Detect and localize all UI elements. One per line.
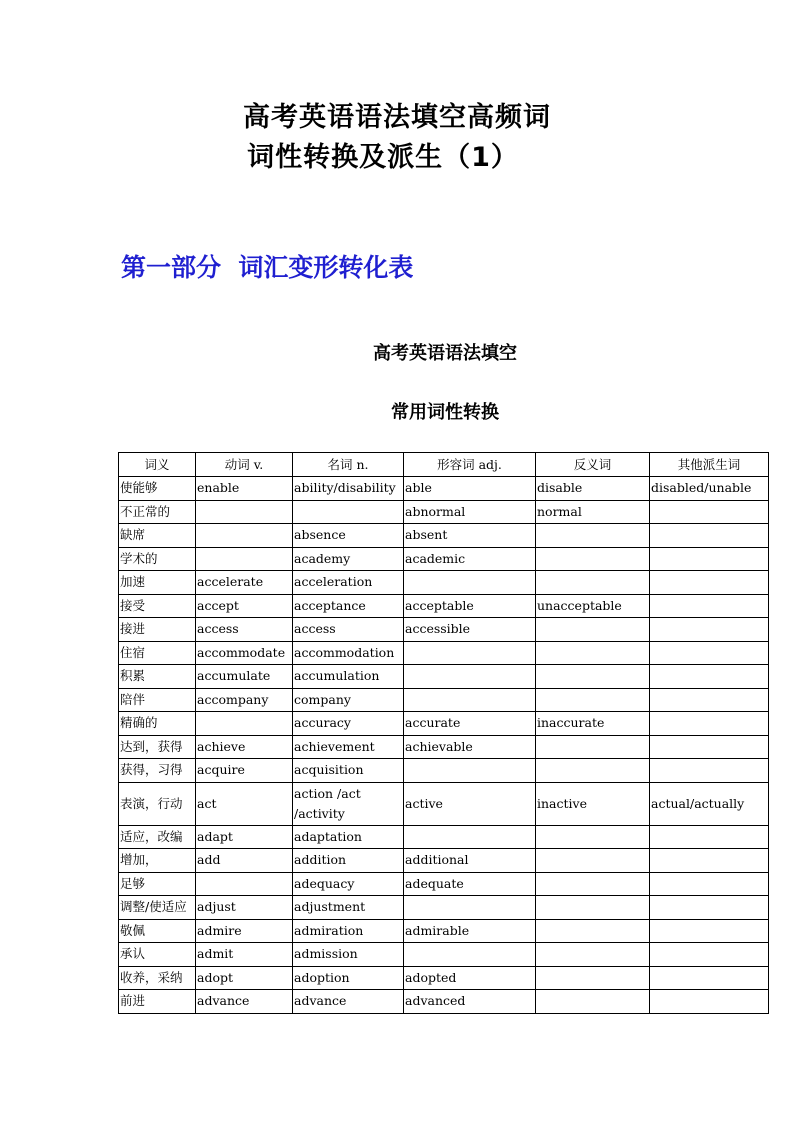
verb-cell xyxy=(196,712,293,736)
header-verb: 动词 v. xyxy=(196,453,293,477)
table-row xyxy=(119,547,769,571)
antonym-cell: disable xyxy=(536,477,650,501)
adjective-cell xyxy=(404,665,536,689)
table-row xyxy=(119,919,769,943)
antonym-cell xyxy=(536,919,650,943)
verb-cell: act xyxy=(196,782,293,825)
meaning-cell: 陪伴 xyxy=(119,688,196,712)
header-noun: 名词 n. xyxy=(293,453,404,477)
adjective-cell: accurate xyxy=(404,712,536,736)
adjective-cell: abnormal xyxy=(404,500,536,524)
other-derivatives-cell xyxy=(650,688,769,712)
table-row xyxy=(119,524,769,548)
meaning-cell: 敬佩 xyxy=(119,919,196,943)
noun-cell: accommodation xyxy=(293,641,404,665)
table-row xyxy=(119,735,769,759)
antonym-cell xyxy=(536,665,650,689)
antonym-cell xyxy=(536,641,650,665)
header-adjective: 形容词 adj. xyxy=(404,453,536,477)
document-title-line-2: 词性转换及派生（1） xyxy=(247,142,519,173)
meaning-cell: 前进 xyxy=(119,990,196,1014)
verb-cell: admire xyxy=(196,919,293,943)
verb-cell xyxy=(196,500,293,524)
other-derivatives-cell xyxy=(650,825,769,849)
noun-cell: acquisition xyxy=(293,759,404,783)
antonym-cell xyxy=(536,688,650,712)
antonym-cell xyxy=(536,524,650,548)
header-other-derivatives: 其他派生词 xyxy=(650,453,769,477)
meaning-cell: 积累 xyxy=(119,665,196,689)
antonym-cell xyxy=(536,990,650,1014)
verb-cell: add xyxy=(196,849,293,873)
adjective-cell xyxy=(404,759,536,783)
table-row xyxy=(119,943,769,967)
verb-cell: accept xyxy=(196,594,293,618)
noun-cell: adjustment xyxy=(293,896,404,920)
antonym-cell: inactive xyxy=(536,782,650,825)
table-heading-line-2: 常用词性转换 xyxy=(391,402,499,423)
other-derivatives-cell xyxy=(650,524,769,548)
adjective-cell: additional xyxy=(404,849,536,873)
table-row xyxy=(119,665,769,689)
adjective-cell: active xyxy=(404,782,536,825)
antonym-cell xyxy=(536,966,650,990)
adjective-cell: absent xyxy=(404,524,536,548)
verb-cell: achieve xyxy=(196,735,293,759)
verb-cell: admit xyxy=(196,943,293,967)
other-derivatives-cell: actual/actually xyxy=(650,782,769,825)
table-row xyxy=(119,849,769,873)
word-conversion-table xyxy=(118,452,769,1014)
noun-cell: advance xyxy=(293,990,404,1014)
adjective-cell xyxy=(404,825,536,849)
meaning-cell: 不正常的 xyxy=(119,500,196,524)
noun-cell: admission xyxy=(293,943,404,967)
other-derivatives-cell xyxy=(650,919,769,943)
adjective-cell xyxy=(404,688,536,712)
adjective-cell: academic xyxy=(404,547,536,571)
table-row xyxy=(119,618,769,642)
other-derivatives-cell xyxy=(650,849,769,873)
verb-cell: accompany xyxy=(196,688,293,712)
meaning-cell: 使能够 xyxy=(119,477,196,501)
verb-cell: adopt xyxy=(196,966,293,990)
adjective-cell: advanced xyxy=(404,990,536,1014)
table-row xyxy=(119,712,769,736)
noun-cell: admiration xyxy=(293,919,404,943)
other-derivatives-cell xyxy=(650,735,769,759)
adjective-cell: admirable xyxy=(404,919,536,943)
table-row xyxy=(119,966,769,990)
verb-cell: advance xyxy=(196,990,293,1014)
noun-cell: accumulation xyxy=(293,665,404,689)
adjective-cell xyxy=(404,641,536,665)
table-row xyxy=(119,896,769,920)
other-derivatives-cell xyxy=(650,665,769,689)
noun-cell: adoption xyxy=(293,966,404,990)
noun-cell: adequacy xyxy=(293,872,404,896)
antonym-cell xyxy=(536,872,650,896)
table-row xyxy=(119,759,769,783)
meaning-cell: 接受 xyxy=(119,594,196,618)
verb-cell: adjust xyxy=(196,896,293,920)
meaning-cell: 承认 xyxy=(119,943,196,967)
other-derivatives-cell xyxy=(650,943,769,967)
meaning-cell: 增加， xyxy=(119,849,196,873)
antonym-cell xyxy=(536,896,650,920)
other-derivatives-cell xyxy=(650,759,769,783)
table-row xyxy=(119,872,769,896)
verb-cell: accommodate xyxy=(196,641,293,665)
meaning-cell: 缺席 xyxy=(119,524,196,548)
noun-cell: addition xyxy=(293,849,404,873)
noun-cell: adaptation xyxy=(293,825,404,849)
other-derivatives-cell xyxy=(650,712,769,736)
antonym-cell xyxy=(536,618,650,642)
adjective-cell: achievable xyxy=(404,735,536,759)
antonym-cell xyxy=(536,825,650,849)
meaning-cell: 调整/使适应 xyxy=(119,896,196,920)
antonym-cell: unacceptable xyxy=(536,594,650,618)
table-row xyxy=(119,500,769,524)
noun-cell: academy xyxy=(293,547,404,571)
other-derivatives-cell xyxy=(650,618,769,642)
table-row xyxy=(119,571,769,595)
antonym-cell xyxy=(536,547,650,571)
document-title-line-1: 高考英语语法填空高频词 xyxy=(243,102,551,133)
table-row xyxy=(119,825,769,849)
meaning-cell: 足够 xyxy=(119,872,196,896)
verb-cell: enable xyxy=(196,477,293,501)
meaning-cell: 加速 xyxy=(119,571,196,595)
other-derivatives-cell xyxy=(650,571,769,595)
header-meaning: 词义 xyxy=(119,453,196,477)
antonym-cell xyxy=(536,571,650,595)
table-body xyxy=(119,477,769,1014)
adjective-cell xyxy=(404,896,536,920)
adjective-cell: able xyxy=(404,477,536,501)
noun-cell: absence xyxy=(293,524,404,548)
adjective-cell xyxy=(404,943,536,967)
table-row xyxy=(119,641,769,665)
verb-cell: accumulate xyxy=(196,665,293,689)
other-derivatives-cell xyxy=(650,547,769,571)
meaning-cell: 达到，获得 xyxy=(119,735,196,759)
noun-cell: achievement xyxy=(293,735,404,759)
table-row xyxy=(119,782,769,825)
other-derivatives-cell xyxy=(650,896,769,920)
verb-cell xyxy=(196,524,293,548)
other-derivatives-cell xyxy=(650,500,769,524)
antonym-cell: inaccurate xyxy=(536,712,650,736)
other-derivatives-cell xyxy=(650,990,769,1014)
other-derivatives-cell xyxy=(650,872,769,896)
noun-cell: access xyxy=(293,618,404,642)
antonym-cell xyxy=(536,849,650,873)
table-row xyxy=(119,688,769,712)
table-row xyxy=(119,594,769,618)
verb-cell: access xyxy=(196,618,293,642)
header-antonym: 反义词 xyxy=(536,453,650,477)
meaning-cell: 收养，采纳 xyxy=(119,966,196,990)
adjective-cell: adopted xyxy=(404,966,536,990)
noun-cell: acceleration xyxy=(293,571,404,595)
antonym-cell xyxy=(536,735,650,759)
table-row xyxy=(119,990,769,1014)
meaning-cell: 住宿 xyxy=(119,641,196,665)
noun-cell: action /act /activity xyxy=(293,782,404,825)
noun-cell xyxy=(293,500,404,524)
table-header-row xyxy=(119,453,769,477)
noun-cell: company xyxy=(293,688,404,712)
part-heading: 第一部分 词汇变形转化表 xyxy=(121,253,414,282)
adjective-cell xyxy=(404,571,536,595)
noun-cell: acceptance xyxy=(293,594,404,618)
table-row xyxy=(119,477,769,501)
meaning-cell: 表演，行动 xyxy=(119,782,196,825)
meaning-cell: 适应，改编 xyxy=(119,825,196,849)
verb-cell xyxy=(196,547,293,571)
meaning-cell: 接进 xyxy=(119,618,196,642)
verb-cell: accelerate xyxy=(196,571,293,595)
other-derivatives-cell xyxy=(650,966,769,990)
table-heading-line-1: 高考英语语法填空 xyxy=(373,343,517,364)
other-derivatives-cell: disabled/unable xyxy=(650,477,769,501)
noun-cell: ability/disability xyxy=(293,477,404,501)
other-derivatives-cell xyxy=(650,641,769,665)
antonym-cell xyxy=(536,759,650,783)
verb-cell xyxy=(196,872,293,896)
meaning-cell: 精确的 xyxy=(119,712,196,736)
antonym-cell xyxy=(536,943,650,967)
noun-cell: accuracy xyxy=(293,712,404,736)
meaning-cell: 学术的 xyxy=(119,547,196,571)
verb-cell: acquire xyxy=(196,759,293,783)
other-derivatives-cell xyxy=(650,594,769,618)
antonym-cell: normal xyxy=(536,500,650,524)
verb-cell: adapt xyxy=(196,825,293,849)
meaning-cell: 获得，习得 xyxy=(119,759,196,783)
adjective-cell: adequate xyxy=(404,872,536,896)
adjective-cell: accessible xyxy=(404,618,536,642)
adjective-cell: acceptable xyxy=(404,594,536,618)
